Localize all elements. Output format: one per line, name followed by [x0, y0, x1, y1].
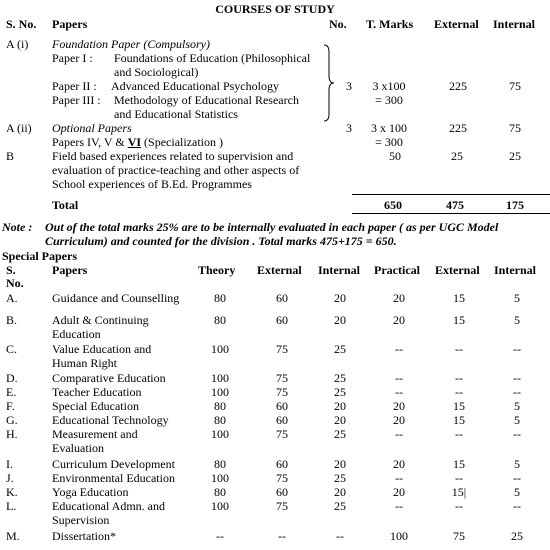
- note-line1: Out of the total marks 25% are to be internally evaluated in each paper ( as per UGC Model: [45, 220, 499, 234]
- a2-papers-vi: VI: [127, 135, 142, 149]
- row-sno: K.: [6, 485, 18, 499]
- row-int: 25: [334, 499, 346, 513]
- row-prac: 20: [393, 413, 405, 427]
- row-ext2: --: [455, 371, 463, 385]
- row-theory: 80: [214, 291, 226, 305]
- a2-papers: [52, 136, 223, 149]
- row-int: 20: [334, 485, 346, 499]
- row-paper: Educational Technology: [52, 413, 169, 427]
- special-header-external: External: [257, 263, 302, 277]
- b-line3: School experiences of B.Ed. Programmes: [52, 177, 252, 191]
- row-ext2: --: [455, 427, 463, 441]
- a1-internal: 75: [509, 79, 521, 93]
- row-ext: 60: [276, 291, 288, 305]
- a2-external: 225: [449, 121, 467, 135]
- a1-paper2-label: Paper II :: [52, 79, 97, 93]
- row-paper: Value Education and: [52, 342, 152, 356]
- a2-papers-post: (Specialization ): [144, 135, 223, 149]
- b-line2: evaluation of practice-teaching and other aspects of: [52, 163, 300, 177]
- row-int2: 5: [514, 485, 520, 499]
- row-ext2: 75: [453, 529, 465, 543]
- special-header-internal: Internal: [318, 263, 360, 277]
- header-internal: Internal: [493, 17, 535, 31]
- row-ext2: --: [455, 499, 463, 513]
- row-paper: Yoga Education: [52, 485, 129, 499]
- a2-tmarks-1: 3 x 100: [371, 121, 407, 135]
- row-sno: E.: [6, 385, 17, 399]
- right-brace-icon: [322, 44, 336, 122]
- row-theory: 100: [211, 371, 229, 385]
- total-top-rule: [352, 194, 550, 195]
- row-sno: F.: [6, 399, 15, 413]
- row-prac: --: [395, 471, 403, 485]
- row-paper: Supervision: [52, 513, 110, 527]
- page-title: [0, 3, 550, 16]
- note-label: Note :: [2, 220, 33, 234]
- b-line1: Field based experiences related to supervision and: [52, 149, 294, 163]
- row-int2: 5: [514, 413, 520, 427]
- row-sno: B.: [6, 313, 18, 327]
- row-sno: C.: [6, 342, 18, 356]
- a1-no: 3: [346, 79, 352, 93]
- a1-paper3-line1: Methodology of Educational Research: [114, 93, 299, 107]
- row-prac: 20: [393, 291, 405, 305]
- a1-foundation: Foundation Paper (Compulsory): [52, 37, 210, 51]
- row-int: 20: [334, 457, 346, 471]
- row-prac: --: [395, 499, 403, 513]
- row-int2: --: [513, 342, 521, 356]
- special-heading: Special Papers: [2, 249, 77, 263]
- a1-tmarks-1: 3 x100: [372, 79, 406, 93]
- a2-internal: 75: [509, 121, 521, 135]
- special-header-theory: Theory: [198, 263, 236, 277]
- row-theory: 80: [214, 313, 226, 327]
- row-paper: Education: [52, 327, 101, 341]
- row-theory: 100: [211, 342, 229, 356]
- row-int2: --: [513, 371, 521, 385]
- b-external: 25: [451, 149, 463, 163]
- total-tmarks: 650: [384, 198, 402, 212]
- special-header-external2: External: [435, 263, 480, 277]
- row-paper: Adult & Continuing: [52, 313, 149, 327]
- row-theory: 100: [211, 385, 229, 399]
- row-ext: 60: [276, 399, 288, 413]
- special-header-internal2: Internal: [494, 263, 536, 277]
- row-ext: 75: [276, 427, 288, 441]
- row-theory: 80: [214, 485, 226, 499]
- row-theory: 100: [211, 499, 229, 513]
- special-header-sno1: S.: [6, 263, 16, 277]
- row-int: 20: [334, 291, 346, 305]
- a1-paper1-line2: and Sociological): [114, 65, 199, 79]
- a1-sno: A (i): [6, 37, 29, 51]
- row-int2: 25: [511, 529, 523, 543]
- row-prac: 100: [390, 529, 408, 543]
- row-ext2: 15: [453, 457, 465, 471]
- row-int: 25: [334, 342, 346, 356]
- row-prac: 20: [393, 313, 405, 327]
- b-sno: B: [6, 149, 15, 163]
- row-int2: --: [513, 427, 521, 441]
- row-paper: Teacher Education: [52, 385, 142, 399]
- a1-paper2-text: Advanced Educational Psychology: [111, 79, 279, 93]
- total-label: Total: [52, 198, 79, 212]
- row-sno: H.: [6, 427, 18, 441]
- row-sno: L.: [6, 499, 17, 513]
- a1-paper3-line2: and Educational Statistics: [114, 107, 238, 121]
- row-paper: Evaluation: [52, 441, 104, 455]
- row-ext: 75: [276, 385, 288, 399]
- total-internal: 175: [506, 198, 524, 212]
- row-theory: 100: [211, 427, 229, 441]
- row-theory: 80: [214, 399, 226, 413]
- row-int: 20: [334, 413, 346, 427]
- row-paper: Environmental Education: [52, 471, 175, 485]
- row-int2: --: [513, 385, 521, 399]
- row-paper: Guidance and Counselling: [52, 291, 180, 305]
- row-int: 25: [334, 471, 346, 485]
- row-int2: --: [513, 471, 521, 485]
- row-prac: 20: [393, 457, 405, 471]
- a1-paper1-label: Paper I :: [52, 51, 93, 65]
- a2-optional: Optional Papers: [52, 121, 132, 135]
- row-prac: --: [395, 385, 403, 399]
- row-int: 20: [334, 313, 346, 327]
- row-ext2: 15: [453, 291, 465, 305]
- row-theory: --: [216, 529, 224, 543]
- row-sno: J.: [6, 471, 14, 485]
- row-sno: D.: [6, 371, 18, 385]
- row-ext: 75: [276, 471, 288, 485]
- a2-sno: A (ii): [6, 121, 32, 135]
- row-int2: 5: [514, 291, 520, 305]
- row-int2: 5: [514, 313, 520, 327]
- row-ext2: 15: [453, 413, 465, 427]
- row-ext: 75: [276, 499, 288, 513]
- row-int: 25: [334, 427, 346, 441]
- note-line2: Curriculum) and counted for the division . Total marks 475+175 = 650.: [45, 234, 397, 248]
- row-prac: --: [395, 427, 403, 441]
- row-ext2: --: [455, 471, 463, 485]
- row-prac: 20: [393, 485, 405, 499]
- row-theory: 80: [214, 457, 226, 471]
- row-prac: 20: [393, 399, 405, 413]
- row-int: 25: [334, 385, 346, 399]
- row-ext: 60: [276, 413, 288, 427]
- special-header-papers: Papers: [52, 263, 88, 277]
- row-prac: --: [395, 371, 403, 385]
- b-tmarks: 50: [389, 149, 401, 163]
- header-papers: Papers: [52, 17, 88, 31]
- row-paper: Educational Admn. and: [52, 499, 165, 513]
- row-ext2: 15: [453, 399, 465, 413]
- row-paper: Human Right: [52, 356, 117, 370]
- a2-tmarks-2: = 300: [375, 135, 403, 149]
- row-sno: A.: [6, 291, 18, 305]
- a2-no: 3: [346, 121, 352, 135]
- row-int2: 5: [514, 399, 520, 413]
- row-int: 20: [334, 399, 346, 413]
- a1-paper1-line1: Foundations of Education (Philosophical: [114, 51, 311, 65]
- row-sno: I.: [6, 457, 13, 471]
- b-internal: 25: [509, 149, 521, 163]
- a2-papers-pre: Papers IV, V &: [52, 135, 125, 149]
- header-external: External: [434, 17, 479, 31]
- row-int2: --: [513, 499, 521, 513]
- header-sno: S. No.: [6, 17, 37, 31]
- title-text: COURSES OF STUDY: [215, 2, 335, 16]
- a1-paper3-label: Paper III :: [52, 93, 101, 107]
- header-tmarks: T. Marks: [366, 17, 414, 31]
- row-ext: 60: [276, 457, 288, 471]
- a1-external: 225: [449, 79, 467, 93]
- total-external: 475: [446, 198, 464, 212]
- row-ext: --: [278, 529, 286, 543]
- row-paper: Comparative Education: [52, 371, 166, 385]
- row-sno: M.: [6, 529, 20, 543]
- row-theory: 100: [211, 471, 229, 485]
- total-bottom-rule: [352, 213, 550, 214]
- row-ext2: 15: [453, 313, 465, 327]
- row-paper: Measurement and: [52, 427, 138, 441]
- row-paper: Curriculum Development: [52, 457, 175, 471]
- row-paper: Dissertation*: [52, 529, 116, 543]
- header-no: No.: [329, 17, 347, 31]
- special-header-sno2: No.: [6, 276, 24, 290]
- row-ext: 60: [276, 313, 288, 327]
- row-sno: G.: [6, 413, 18, 427]
- row-int: --: [336, 529, 344, 543]
- row-ext: 75: [276, 342, 288, 356]
- row-int: 25: [334, 371, 346, 385]
- row-ext2: --: [455, 342, 463, 356]
- row-prac: --: [395, 342, 403, 356]
- row-ext2: --: [455, 385, 463, 399]
- row-ext: 75: [276, 371, 288, 385]
- row-theory: 80: [214, 413, 226, 427]
- row-paper: Special Education: [52, 399, 139, 413]
- a1-tmarks-2: = 300: [375, 93, 403, 107]
- row-ext: 60: [276, 485, 288, 499]
- special-header-practical: Practical: [374, 263, 420, 277]
- row-int2: 5: [514, 457, 520, 471]
- row-ext2: 15|: [451, 485, 467, 499]
